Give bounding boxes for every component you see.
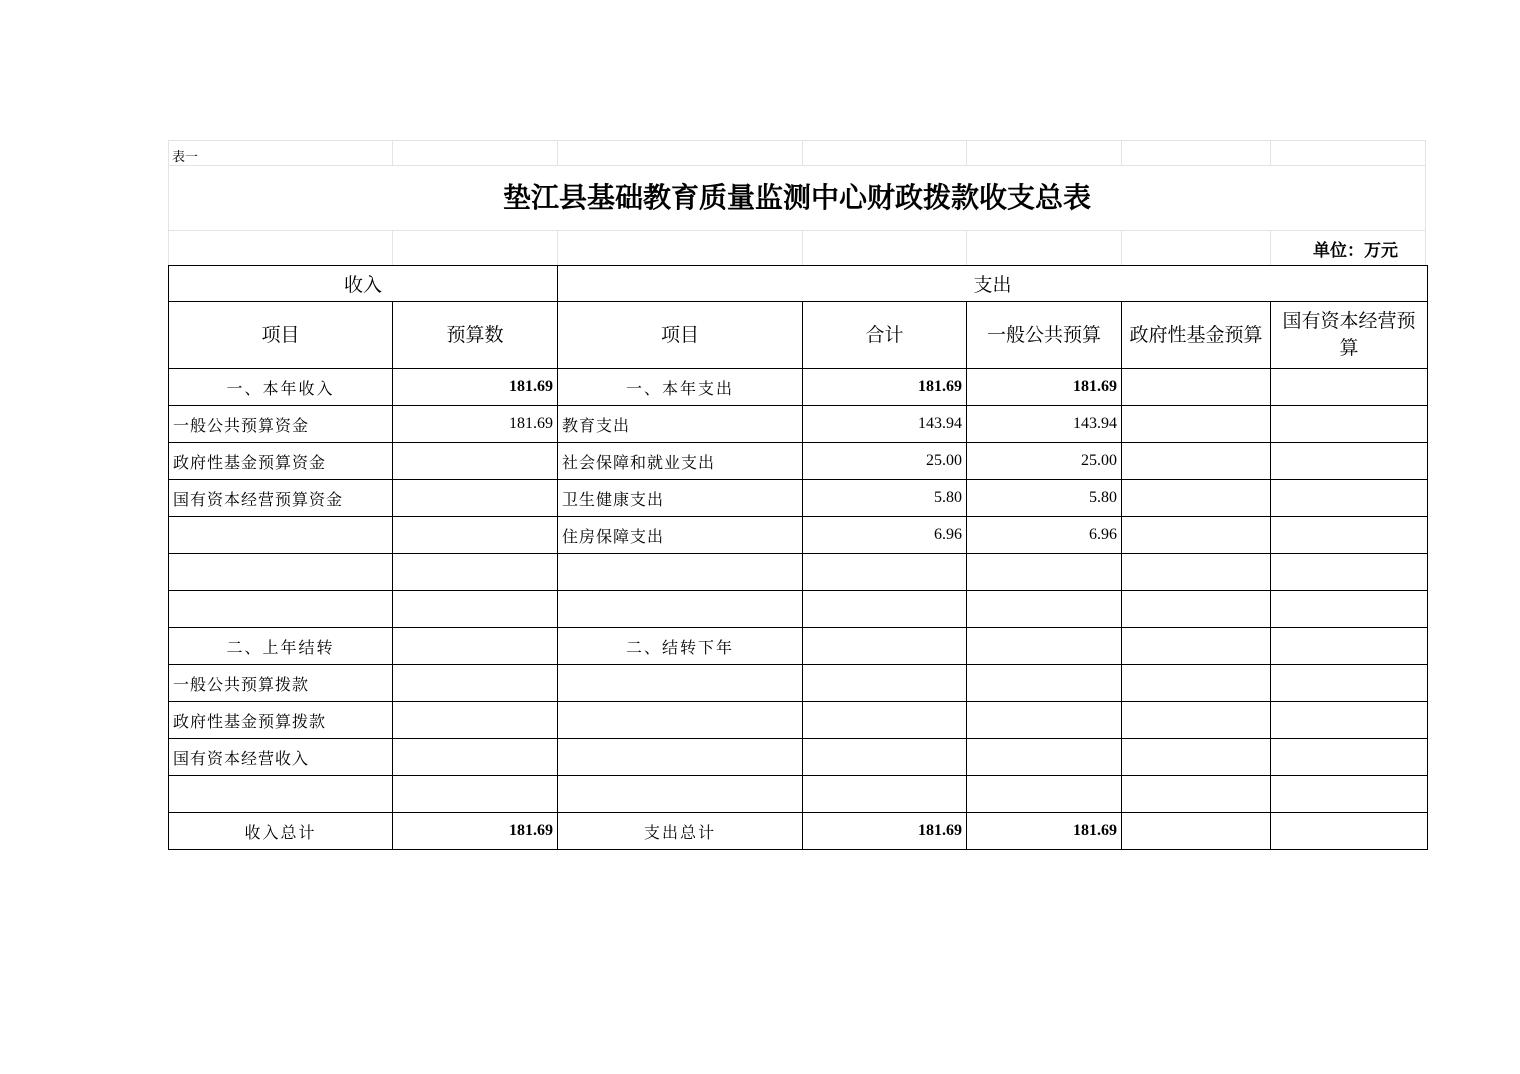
income-item: 二、上年结转	[169, 628, 393, 665]
gov-value	[1122, 776, 1271, 813]
table-row	[169, 628, 1428, 665]
total-value: 5.80	[803, 480, 967, 517]
general-value: 181.69	[967, 369, 1122, 406]
state-value	[1271, 628, 1428, 665]
gov-value	[1122, 739, 1271, 776]
general-value	[967, 776, 1122, 813]
page-title: 垫江县基础教育质量监测中心财政拨款收支总表	[502, 181, 1091, 214]
income-item: 一、本年收入	[169, 369, 393, 406]
general-value: 6.96	[967, 517, 1122, 554]
total-value	[803, 591, 967, 628]
col-total: 合计	[803, 302, 967, 369]
gov-value	[1122, 480, 1271, 517]
expense-item: 一、本年支出	[558, 369, 803, 406]
state-value	[1271, 739, 1428, 776]
general-value	[967, 628, 1122, 665]
col-gov-fund: 政府性基金预算	[1122, 302, 1271, 369]
expense-item	[558, 739, 803, 776]
total-value	[803, 702, 967, 739]
state-value	[1271, 517, 1428, 554]
group-income: 收入	[169, 266, 558, 302]
expense-item: 教育支出	[558, 406, 803, 443]
state-value	[1271, 665, 1428, 702]
table-row	[169, 665, 1428, 702]
income-value: 181.69	[393, 369, 558, 406]
budget-table	[168, 265, 1428, 850]
income-value	[393, 665, 558, 702]
gov-value	[1122, 406, 1271, 443]
general-value	[967, 739, 1122, 776]
state-value	[1271, 480, 1428, 517]
income-value	[393, 776, 558, 813]
table-row	[169, 480, 1428, 517]
income-value	[393, 443, 558, 480]
general-value	[967, 665, 1122, 702]
col-income-budget: 预算数	[393, 302, 558, 369]
total-value	[803, 628, 967, 665]
income-item	[169, 554, 393, 591]
table-row	[169, 739, 1428, 776]
state-value	[1271, 406, 1428, 443]
income-total-label: 收入总计	[169, 813, 393, 850]
budget-sheet	[168, 140, 1427, 850]
unit-label: 单位：万元	[1313, 241, 1398, 261]
total-sum-value: 181.69	[803, 813, 967, 850]
gov-sum-value	[1122, 813, 1271, 850]
general-sum-value: 181.69	[967, 813, 1122, 850]
general-value: 25.00	[967, 443, 1122, 480]
table-row	[169, 554, 1428, 591]
income-item: 国有资本经营预算资金	[169, 480, 393, 517]
table-row	[169, 702, 1428, 739]
table-row	[169, 591, 1428, 628]
group-expense: 支出	[558, 266, 1428, 302]
total-value	[803, 665, 967, 702]
expense-item	[558, 702, 803, 739]
state-value	[1271, 554, 1428, 591]
expense-item	[558, 665, 803, 702]
table-row	[169, 443, 1428, 480]
expense-item: 二、结转下年	[558, 628, 803, 665]
general-value: 5.80	[967, 480, 1122, 517]
state-value	[1271, 776, 1428, 813]
gov-value	[1122, 369, 1271, 406]
col-income-item: 项目	[169, 302, 393, 369]
income-item: 一般公共预算资金	[169, 406, 393, 443]
income-value	[393, 554, 558, 591]
income-item: 政府性基金预算资金	[169, 443, 393, 480]
sheet-header-area	[168, 140, 1426, 265]
table-label: 表一	[172, 150, 199, 165]
income-value	[393, 628, 558, 665]
expense-item: 卫生健康支出	[558, 480, 803, 517]
total-value: 25.00	[803, 443, 967, 480]
gov-value	[1122, 517, 1271, 554]
state-value	[1271, 591, 1428, 628]
col-general-public: 一般公共预算	[967, 302, 1122, 369]
total-value: 143.94	[803, 406, 967, 443]
income-item	[169, 776, 393, 813]
income-item	[169, 517, 393, 554]
expense-total-label: 支出总计	[558, 813, 803, 850]
total-value	[803, 554, 967, 591]
expense-item: 社会保障和就业支出	[558, 443, 803, 480]
income-value	[393, 739, 558, 776]
total-value: 181.69	[803, 369, 967, 406]
table-row	[169, 776, 1428, 813]
gov-value	[1122, 443, 1271, 480]
expense-item	[558, 591, 803, 628]
general-value	[967, 702, 1122, 739]
income-value	[393, 480, 558, 517]
total-row	[169, 813, 1428, 850]
general-value: 143.94	[967, 406, 1122, 443]
expense-item	[558, 554, 803, 591]
table-row	[169, 517, 1428, 554]
col-expense-item: 项目	[558, 302, 803, 369]
state-value	[1271, 369, 1428, 406]
gov-value	[1122, 628, 1271, 665]
income-item: 国有资本经营收入	[169, 739, 393, 776]
general-value	[967, 591, 1122, 628]
income-value	[393, 591, 558, 628]
total-value	[803, 776, 967, 813]
general-value	[967, 554, 1122, 591]
gov-value	[1122, 591, 1271, 628]
gov-value	[1122, 554, 1271, 591]
state-value	[1271, 443, 1428, 480]
total-value	[803, 739, 967, 776]
state-sum-value	[1271, 813, 1428, 850]
table-row	[169, 369, 1428, 406]
income-total-value: 181.69	[393, 813, 558, 850]
column-header-row	[169, 302, 1428, 369]
income-value: 181.69	[393, 406, 558, 443]
gov-value	[1122, 665, 1271, 702]
state-value	[1271, 702, 1428, 739]
income-item: 一般公共预算拨款	[169, 665, 393, 702]
table-row	[169, 406, 1428, 443]
income-item	[169, 591, 393, 628]
expense-item: 住房保障支出	[558, 517, 803, 554]
col-state-capital: 国有资本经营预算	[1271, 302, 1428, 369]
group-header-row	[169, 266, 1428, 302]
income-value	[393, 702, 558, 739]
gov-value	[1122, 702, 1271, 739]
expense-item	[558, 776, 803, 813]
income-item: 政府性基金预算拨款	[169, 702, 393, 739]
total-value: 6.96	[803, 517, 967, 554]
income-value	[393, 517, 558, 554]
